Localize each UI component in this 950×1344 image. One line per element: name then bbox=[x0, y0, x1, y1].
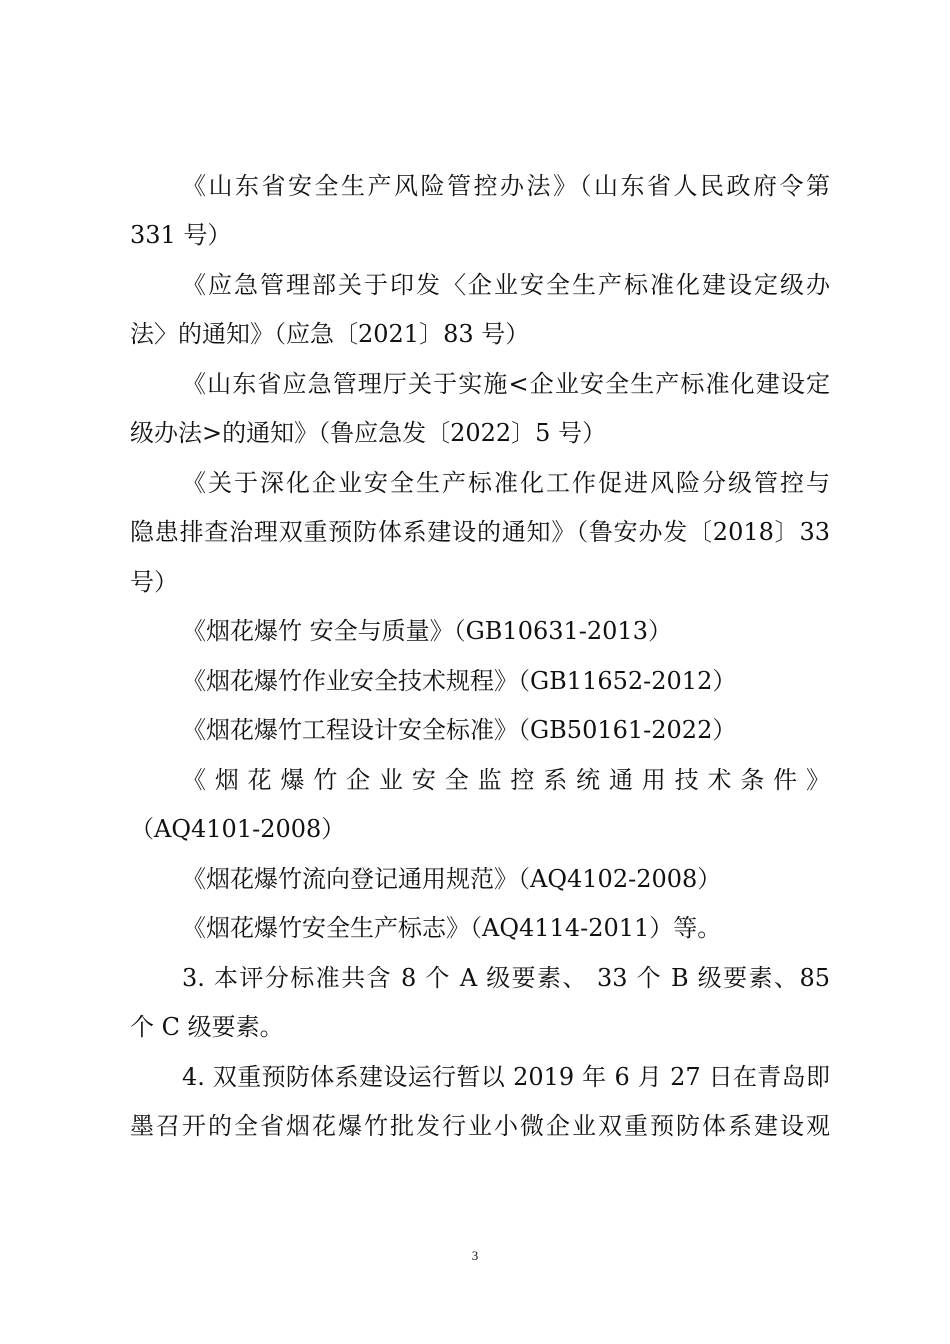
text-line-15: 《烟花爆竹流向登记通用规范》（AQ4102-2008） bbox=[182, 865, 722, 893]
text-line-17: 3. 本评分标准共含 8 个 A 级要素、 33 个 B 级要素、85 bbox=[182, 964, 830, 992]
text-line-20: 墨召开的全省烟花爆竹批发行业小微企业双重预防体系建设观 bbox=[130, 1112, 830, 1140]
text-line-8: 隐患排查治理双重预防体系建设的通知》（鲁安办发〔2018〕33 bbox=[130, 518, 830, 546]
text-line-2: 331 号） bbox=[130, 221, 232, 249]
text-line-5: 《山东省应急管理厅关于实施<企业安全生产标准化建设定 bbox=[182, 370, 830, 398]
text-line-13: 《烟花爆竹企业安全监控系统通用技术条件》 bbox=[182, 766, 830, 794]
text-line-10: 《烟花爆竹 安全与质量》（GB10631-2013） bbox=[182, 617, 672, 645]
text-line-7: 《关于深化企业安全生产标准化工作促进风险分级管控与 bbox=[182, 469, 830, 497]
page-number: 3 bbox=[471, 1248, 479, 1263]
text-line-12: 《烟花爆竹工程设计安全标准》（GB50161-2022） bbox=[182, 716, 737, 744]
text-line-6: 级办法>的通知》（鲁应急发〔2022〕5 号） bbox=[130, 419, 607, 447]
text-line-9: 号） bbox=[130, 568, 178, 596]
text-line-16: 《烟花爆竹安全生产标志》（AQ4114-2011）等。 bbox=[182, 914, 722, 942]
text-line-3: 《应急管理部关于印发〈企业安全生产标准化建设定级办 bbox=[182, 271, 830, 299]
text-line-14: （AQ4101-2008） bbox=[130, 815, 346, 843]
text-line-11: 《烟花爆竹作业安全技术规程》（GB11652-2012） bbox=[182, 667, 737, 695]
text-line-19: 4. 双重预防体系建设运行暂以 2019 年 6 月 27 日在青岛即 bbox=[182, 1063, 830, 1091]
text-line-4: 法〉的通知》（应急〔2021〕83 号） bbox=[130, 320, 530, 348]
text-line-1: 《山东省安全生产风险管控办法》（山东省人民政府令第 bbox=[182, 172, 830, 200]
text-line-18: 个 C 级要素。 bbox=[130, 1013, 284, 1041]
